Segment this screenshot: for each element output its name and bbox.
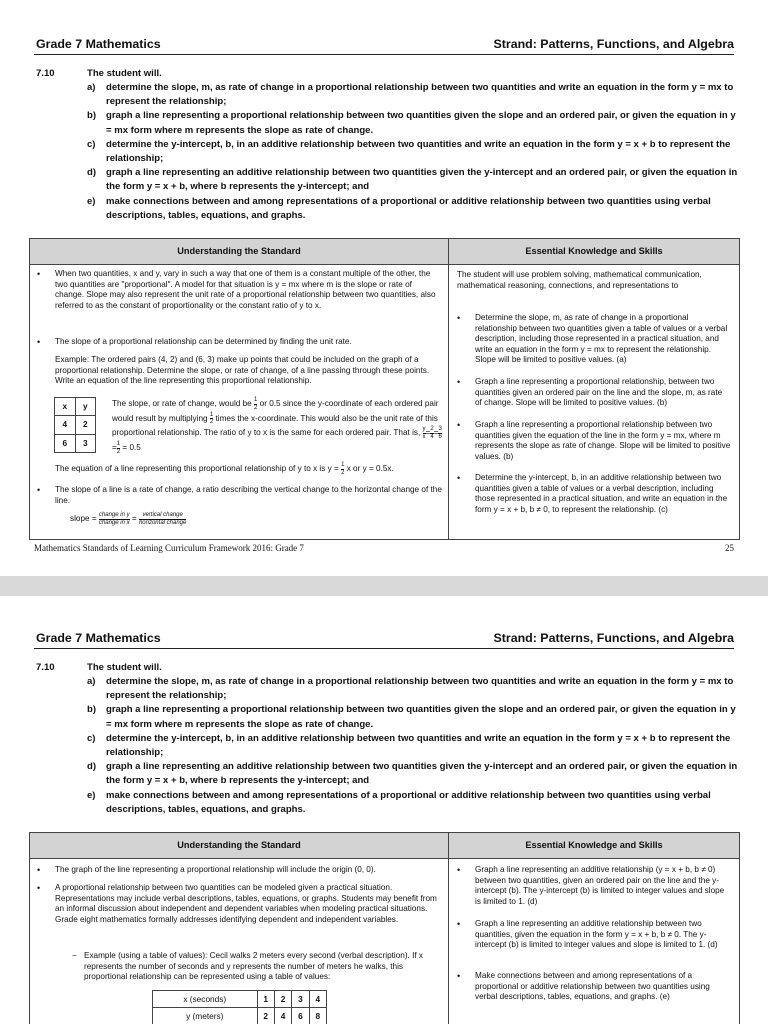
page-header: [34, 628, 734, 649]
essential-header: Essential Knowledge and Skills: [449, 833, 739, 859]
essential-bullet: • Determine the y-intercept, b, in an additive relationship between two quantities given a table of values or a verbal description, including those represented in a practical situation, and write an equation in the form y = x + b, b ≠ 0, to represent the relationship. (c): [475, 473, 731, 515]
essential-bullet: • Make connections between and among representations of a proportional or additive relationship between two quantities using verbal descriptions, tables, equations, and graphs. (e): [475, 971, 731, 1003]
values-cell: 8: [309, 1008, 326, 1024]
xy-cell: 4: [55, 416, 76, 435]
standard-item: e) make connections between and among representations of a proportional or additive relationship between two quantities using verbal descriptions, tables, equations, and graphs.: [87, 195, 711, 221]
standard-items: [87, 675, 740, 817]
understanding-bullet: • The graph of the line representing a proportional relationship will include the origin (0, 0).: [55, 865, 442, 876]
standard-item: a) determine the slope, m, as rate of change in a proportional relationship between two quantities and write an equation in the form y = mx to represent the relationship;: [87, 676, 734, 702]
fraction-one-half: $\frac{1}{2}$: [254, 397, 258, 411]
standard-item: d) graph a line representing an additive relationship between two quantities given the y-intercept and an ordered pair, or given the equation in the form y = x + b, where b represents the y-intercept; and: [87, 167, 738, 193]
standard-intro: The student will.: [87, 662, 162, 673]
essential-bullet: • Determine the slope, m, as rate of change in a proportional relationship between two quantities given a table of values or a verbal description, including those represented in a practical situation, and write an equation in the form y = mx to represent the relationship. Slope will be limited to positive values. (a): [475, 313, 731, 366]
essential-header: Essential Knowledge and Skills: [449, 239, 739, 265]
essential-bullet: • Graph a line representing a proportional relationship, between two quantities given an ordered pair on the line and the slope, m, as rate of change. Slope will be limited to positive values. (b): [475, 377, 731, 409]
slope-explanation: The slope, or rate of change, would be $\frac{1}{2}$ or 0.5 since the y-coordinate of each ordered pair would result by multiplying $\frac{1}{2}$ times the x-coordinate. This would also be the unit rate of this proportional relationship. The ratio of y to x is the same for each ordered pair. That is, $\frac{y}{x}$ = $\frac{2}{4}$ = $\frac{3}{6}$ = $\frac{1}{2}$ = 0.5: [112, 397, 442, 455]
page-2: [0, 596, 768, 1024]
essential-bullet: • Graph a line representing an additive relationship between two quantities, given the equation in the form y = x + b, b ≠ 0. The y-intercept (b) is limited to integer values and slope is limited to 1. (d): [475, 919, 731, 951]
understanding-bullet: • When two quantities, x and y, vary in such a way that one of them is a constant multiple of the other, the two quantities are "proportional". A model for that situation is y = mx where m is the slope or rate of change. Slope may also represent the unit rate of a proportional relationship between two quantities, also referred to as the constant of proportionality or the constant ratio of y to x.: [55, 269, 442, 311]
standard-intro: The student will.: [87, 68, 162, 79]
values-cell: 2: [257, 1008, 274, 1024]
xy-cell: 2: [75, 416, 96, 435]
framework-table: [29, 832, 740, 1024]
grade-title: Grade 7 Mathematics: [36, 37, 161, 51]
standard-item: b) graph a line representing a proportional relationship between two quantities given the slope and an ordered pair, or given the equation in y = mx form where m represents the slope as rate of change.: [87, 110, 736, 136]
page-footer: [34, 543, 734, 553]
values-table: [152, 990, 327, 1024]
equation-line: The equation of a line representing this proportional relationship of y to x is y = $\frac{1}{2}$ x or y = 0.5x.: [55, 462, 394, 476]
dash-marker: −: [72, 951, 77, 960]
values-cell: 1: [257, 991, 274, 1008]
understanding-bullet: • The slope of a proportional relationship can be determined by finding the unit rate.: [55, 337, 442, 348]
xy-header: y: [75, 398, 96, 416]
standard-item: e) make connections between and among representations of a proportional or additive relationship between two quantities using verbal descriptions, tables, equations, and graphs.: [87, 789, 711, 815]
values-cell: 4: [274, 1008, 291, 1024]
grade-title: Grade 7 Mathematics: [36, 631, 161, 645]
standard-item: c) determine the y-intercept, b, in an additive relationship between two quantities and write an equation in the form y = x + b to represent the relationship;: [87, 732, 731, 759]
standard-number: 7.10: [36, 662, 55, 673]
strand-title: Strand: Patterns, Functions, and Algebra: [493, 631, 734, 645]
essential-bullet: • Graph a line representing an additive relationship (y = x + b, b ≠ 0) between two quantities, given an ordered pair on the line and the y-intercept (b). The y-intercept (b) is limited to integer values and slope is limited to 1. (d): [475, 865, 731, 907]
understanding-header: Understanding the Standard: [30, 239, 449, 265]
values-cell: 2: [274, 991, 291, 1008]
values-row-label: y (meters): [153, 1008, 258, 1024]
page-number: 25: [725, 543, 734, 553]
example-text: Example (using a table of values): Cecil walks 2 meters every second (verbal description). If x represents the number of seconds and y represents the number of meters he walks, this proportional relationship can be represented using a table of values:: [84, 951, 424, 982]
understanding-column: [30, 859, 449, 1024]
essential-bullet: • Graph a line representing a proportional relationship between two quantities given the equation of the line in the form y = mx, where m represents the slope as rate of change. Slope will be limited to positive values. (b): [475, 420, 731, 462]
values-row-label: x (seconds): [153, 991, 258, 1008]
example-text: Example: The ordered pairs (4, 2) and (6, 3) make up points that could be included on the graph of a proportional relationship. Determine the slope, or rate of change, of a line passing through these points. Write an equation of the line representing this proportional relationship.: [55, 355, 430, 386]
essential-intro: The student will use problem solving, mathematical communication, mathematical reasoning, connections, and representations to: [457, 270, 702, 290]
understanding-bullet: • The slope of a line is a rate of change, a ratio describing the vertical change to the horizontal change of the line.: [55, 485, 442, 506]
understanding-header: Understanding the Standard: [30, 833, 449, 859]
standard-number: 7.10: [36, 68, 55, 79]
xy-header: x: [55, 398, 76, 416]
framework-table: [29, 238, 740, 540]
footer-source: Mathematics Standards of Learning Curriculum Framework 2016: Grade 7: [34, 543, 304, 553]
xy-cell: 6: [55, 434, 76, 453]
xy-table: [54, 397, 96, 453]
standard-item: a) determine the slope, m, as rate of change in a proportional relationship between two quantities and write an equation in the form y = mx to represent the relationship;: [87, 82, 734, 108]
values-cell: 3: [292, 991, 309, 1008]
understanding-column: [30, 265, 449, 539]
values-cell: 4: [309, 991, 326, 1008]
xy-cell: 3: [75, 434, 96, 453]
strand-title: Strand: Patterns, Functions, and Algebra: [493, 37, 734, 51]
essential-column: [449, 265, 739, 539]
standard-item: b) graph a line representing a proportional relationship between two quantities given the slope and an ordered pair, or given the equation in y = mx form where m represents the slope as rate of change.: [87, 704, 736, 730]
values-cell: 6: [292, 1008, 309, 1024]
slope-formula: slope = $\frac{\text{change in y}}{\text{change in x}}$ = $\frac{\text{vertical change}}{\text{horizontal change}}$: [70, 512, 187, 526]
standard-item: d) graph a line representing an additive relationship between two quantities given the y-intercept and an ordered pair, or given the equation in the form y = x + b, where b represents the y-intercept; and: [87, 761, 738, 787]
essential-column: [449, 859, 739, 1024]
understanding-bullet: • A proportional relationship between two quantities can be modeled given a practical situation. Representations may include verbal descriptions, tables, equations, or graphs. Students may benefit from an informal discussion about independent and dependent variables when modeling practical situations. Grade eight mathematics formally addresses identifying dependent and independent variables.: [55, 883, 442, 925]
page-header: [34, 34, 734, 55]
standard-item: c) determine the y-intercept, b, in an additive relationship between two quantities and write an equation in the form y = x + b to represent the relationship;: [87, 138, 731, 165]
fraction-one-half: $\frac{1}{2}$: [209, 411, 214, 426]
standard-items: [87, 81, 740, 223]
